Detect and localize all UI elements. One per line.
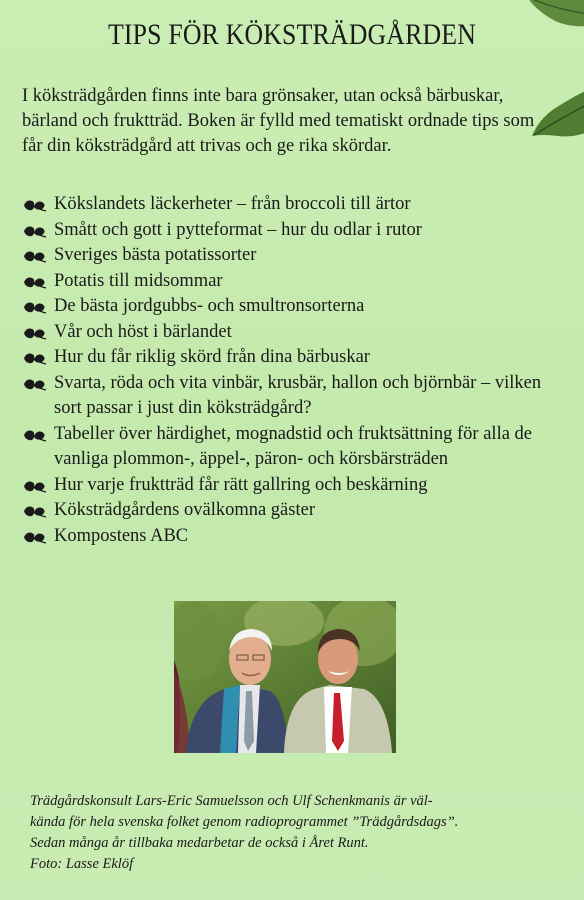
tip-item: [20, 320, 565, 346]
tip-text: Köksträdgårdens ovälkomna gäster: [54, 500, 315, 520]
photo-credit: Foto: Lasse Eklöf: [30, 856, 134, 872]
ivy-leaf-fleuron-icon: [22, 427, 48, 443]
intro-paragraph: I köksträdgården finns inte bara grönsaker, utan också bärbuskar, bärland och fruktträd. Boken är fylld med tematiskt ordnade tips som får din köksträdgård att trivas och ge rika skördar.: [22, 86, 535, 156]
tip-item: [20, 218, 565, 244]
tip-item: [20, 294, 565, 320]
tip-item: [20, 524, 565, 550]
tip-text: Potatis till midsommar: [54, 270, 223, 291]
tip-item: [20, 269, 565, 295]
tip-text: Smått och gott i pytteformat – hur du odlar i rutor: [54, 219, 422, 240]
ivy-leaf-fleuron-icon: [22, 299, 48, 315]
ivy-leaf-fleuron-icon: [22, 376, 48, 392]
caption-line: Trädgårdskonsult Lars-Eric Samuelsson och Ulf Schenkmanis är väl-: [30, 793, 433, 809]
photo-caption: [30, 791, 570, 875]
ivy-leaf-fleuron-icon: [22, 223, 48, 239]
tip-item: [20, 371, 565, 422]
tip-item: [20, 422, 565, 473]
page-title: TIPS FÖR KÖKSTRÄDGÅRDEN: [107, 18, 477, 51]
tip-item: [20, 243, 565, 269]
ivy-leaf-fleuron-icon: [22, 529, 48, 545]
tip-text: Svarta, röda och vita vinbär, krusbär, hallon och björnbär – vilken sort passar i just din köksträdgård?: [54, 372, 542, 418]
tip-item: [20, 192, 565, 218]
tip-item: [20, 473, 565, 499]
tip-text: Hur du får riklig skörd från dina bärbuskar: [54, 347, 370, 367]
ivy-leaf-fleuron-icon: [22, 325, 48, 341]
ivy-leaf-fleuron-icon: [22, 248, 48, 264]
ivy-leaf-fleuron-icon: [22, 478, 48, 494]
tips-list: [20, 192, 565, 549]
ivy-leaf-fleuron-icon: [22, 350, 48, 366]
caption-line: Sedan många år tillbaka medarbetar de också i Året Runt.: [30, 835, 369, 851]
tip-item: [20, 345, 565, 371]
tip-text: Hur varje fruktträd får rätt gallring och beskärning: [54, 474, 428, 495]
ivy-leaf-fleuron-icon: [22, 503, 48, 519]
tip-text: Kompostens ABC: [54, 525, 189, 546]
tip-text: Sveriges bästa potatissorter: [54, 245, 257, 265]
tip-text: Tabeller över härdighet, mognadstid och fruktsättning för alla de vanliga plommon-, äppel-, päron- och körsbärsträden: [54, 423, 533, 469]
tip-text: Kökslandets läckerheter – från broccoli till ärtor: [54, 194, 411, 214]
ivy-leaf-fleuron-icon: [22, 197, 48, 213]
ivy-leaf-fleuron-icon: [22, 274, 48, 290]
tip-text: Vår och höst i bärlandet: [54, 321, 232, 342]
tip-item: [20, 498, 565, 524]
author-photo: [174, 601, 396, 753]
tip-text: De bästa jordgubbs- och smultronsorterna: [54, 296, 365, 316]
author-portrait-icon: [174, 601, 396, 753]
caption-line: kända för hela svenska folket genom radioprogrammet ”Trädgårdsdags”.: [30, 814, 459, 830]
